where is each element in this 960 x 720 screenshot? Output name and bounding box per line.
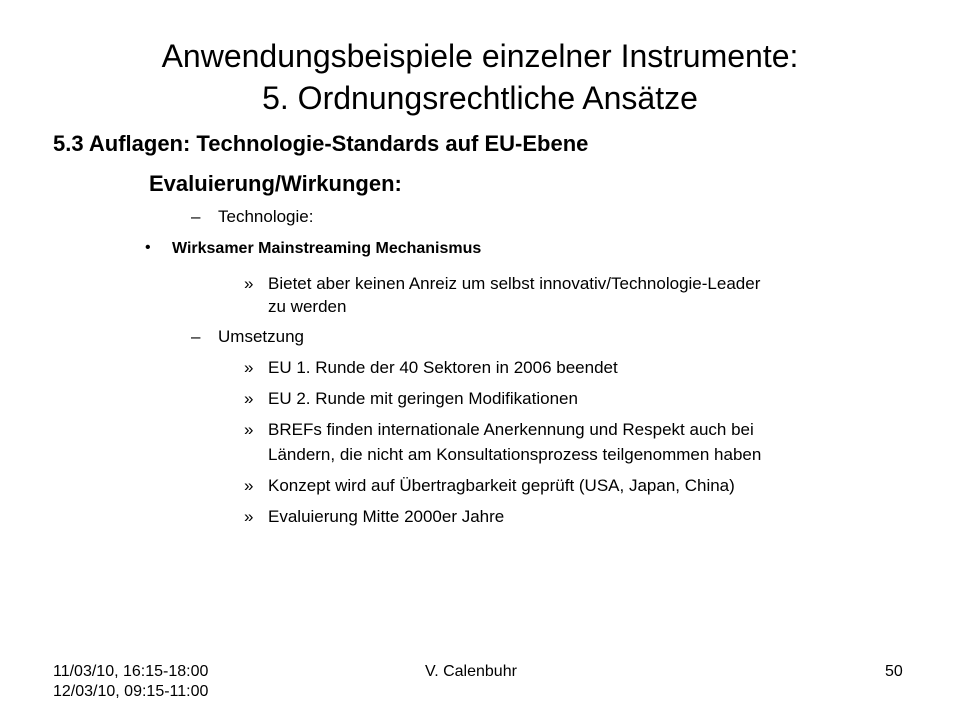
raquo-marker: » [244,476,254,495]
bullet-marker: • [145,239,151,256]
mainstreaming-text: Wirksamer Mainstreaming Mechanismus [172,240,482,257]
footer-date-line-1: 11/03/10, 16:15-18:00 [53,663,209,680]
list-item: EU 2. Runde mit geringen Modifikationen [268,389,578,408]
list-item: BREFs finden internationale Anerkennung und Respekt auch bei [268,420,754,439]
slide-title-line-2: 5. Ordnungsrechtliche Ansätze [262,80,698,116]
raquo-marker: » [244,274,254,293]
footer-author: V. Calenbuhr [425,663,517,680]
raquo-marker: » [244,389,254,408]
anreiz-line-1: Bietet aber keinen Anreiz um selbst innovativ/Technologie-Leader [268,274,761,293]
list-item: Ländern, die nicht am Konsultationsprozess teilgenommen haben [268,445,762,464]
page-number: 50 [885,663,903,680]
technologie-label: Technologie: [218,207,314,226]
raquo-marker: » [244,507,254,526]
footer-date-line-2: 12/03/10, 09:15-11:00 [53,683,209,700]
footer-date [53,662,208,702]
slide-title [0,35,960,119]
raquo-marker: » [244,358,254,377]
section-heading: 5.3 Auflagen: Technologie-Standards auf EU-Ebene [53,131,589,156]
umsetzung-label: Umsetzung [218,327,304,346]
list-item: EU 1. Runde der 40 Sektoren in 2006 beendet [268,358,618,377]
dash-marker: – [191,327,201,346]
evaluation-subheading: Evaluierung/Wirkungen: [149,171,402,196]
anreiz-line-2: zu werden [268,297,347,316]
raquo-marker: » [244,420,254,439]
list-item: Konzept wird auf Übertragbarkeit geprüft (USA, Japan, China) [268,476,735,495]
slide-title-line-1: Anwendungsbeispiele einzelner Instrumente: [161,38,799,74]
list-item: Evaluierung Mitte 2000er Jahre [268,507,505,526]
dash-marker: – [191,207,201,226]
